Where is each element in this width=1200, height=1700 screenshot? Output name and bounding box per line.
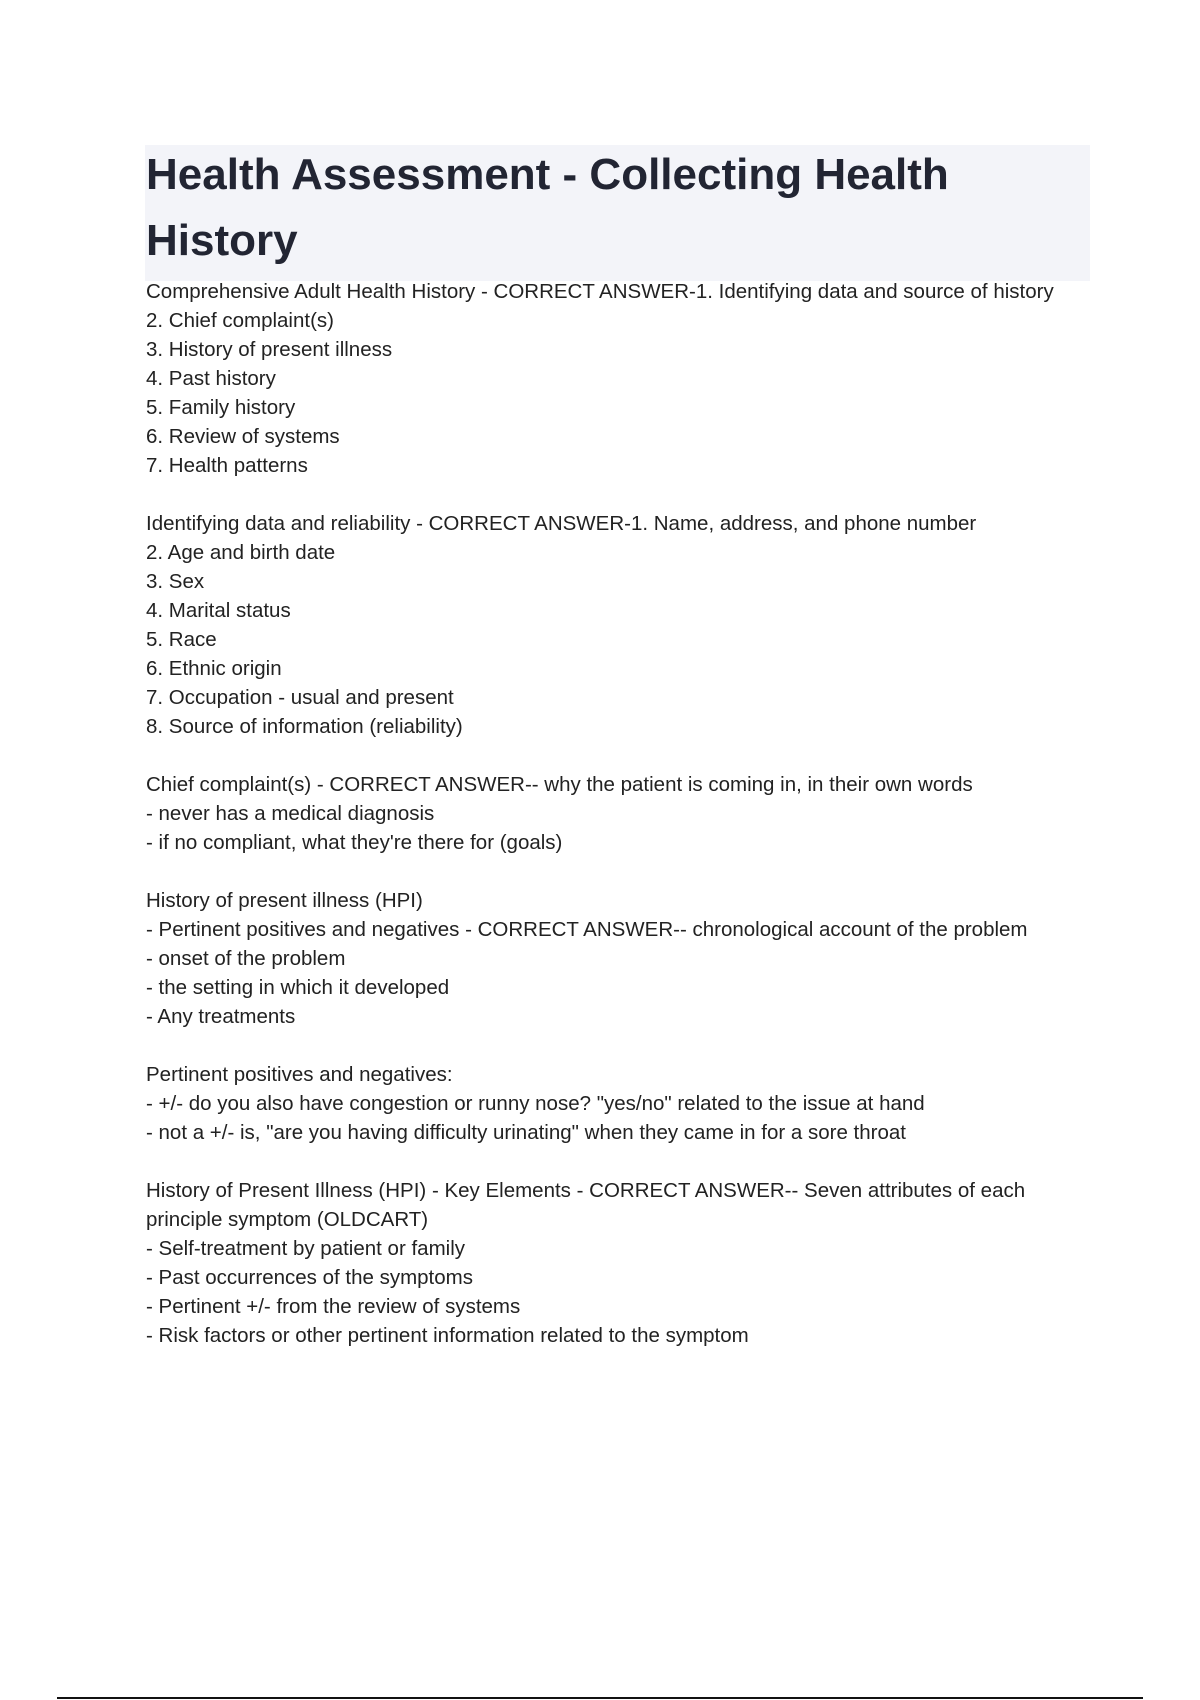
text-line: 2. Chief complaint(s) [146,309,334,332]
text-line: - Pertinent positives and negatives - CORRECT ANSWER-- chronological account of the problem [146,918,1028,941]
text-line: Comprehensive Adult Health History - CORRECT ANSWER-1. Identifying data and source of history [146,280,1054,303]
document-body [146,277,1076,1379]
text-line: - Risk factors or other pertinent information related to the symptom [146,1324,749,1347]
text-line: - +/- do you also have congestion or runny nose? "yes/no" related to the issue at hand [146,1092,925,1115]
text-line: - never has a medical diagnosis [146,802,435,825]
text-line: 4. Marital status [146,599,291,622]
text-line: - Self-treatment by patient or family [146,1237,466,1260]
section-pertinent-positives [146,1060,1076,1147]
text-line: - onset of the problem [146,947,346,970]
text-line: - Past occurrences of the symptoms [146,1266,473,1289]
text-line: 8. Source of information (reliability) [146,715,463,738]
text-line: 6. Review of systems [146,425,340,448]
page-title: Health Assessment - Collecting Health History [146,150,949,265]
section-comprehensive-history [146,277,1076,480]
text-line: 2. Age and birth date [146,541,336,564]
text-line: - Pertinent +/- from the review of systems [146,1295,521,1318]
text-line: - Any treatments [146,1005,296,1028]
text-line: 7. Health patterns [146,454,308,477]
text-line: Identifying data and reliability - CORRECT ANSWER-1. Name, address, and phone number [146,512,977,535]
text-line: 3. Sex [146,570,205,593]
text-line: Pertinent positives and negatives: [146,1063,453,1086]
section-identifying-data [146,509,1076,741]
text-line: History of Present Illness (HPI) - Key Elements - CORRECT ANSWER-- Seven attributes of each principle symptom (OLDCART) [146,1179,1031,1231]
text-line: History of present illness (HPI) [146,889,423,912]
text-line: - the setting in which it developed [146,976,450,999]
section-hpi-key-elements [146,1176,1076,1350]
text-line: 7. Occupation - usual and present [146,686,454,709]
text-line: - not a +/- is, "are you having difficulty urinating" when they came in for a sore throat [146,1121,906,1144]
text-line: 5. Family history [146,396,296,419]
text-line: 3. History of present illness [146,338,393,361]
text-line: 5. Race [146,628,217,651]
text-line: - if no compliant, what they're there for (goals) [146,831,563,854]
footer-divider [57,1697,1143,1699]
section-hpi [146,886,1076,1031]
text-line: 4. Past history [146,367,276,390]
text-line: 6. Ethnic origin [146,657,282,680]
section-chief-complaint [146,770,1076,857]
text-line: Chief complaint(s) - CORRECT ANSWER-- why the patient is coming in, in their own words [146,773,973,796]
